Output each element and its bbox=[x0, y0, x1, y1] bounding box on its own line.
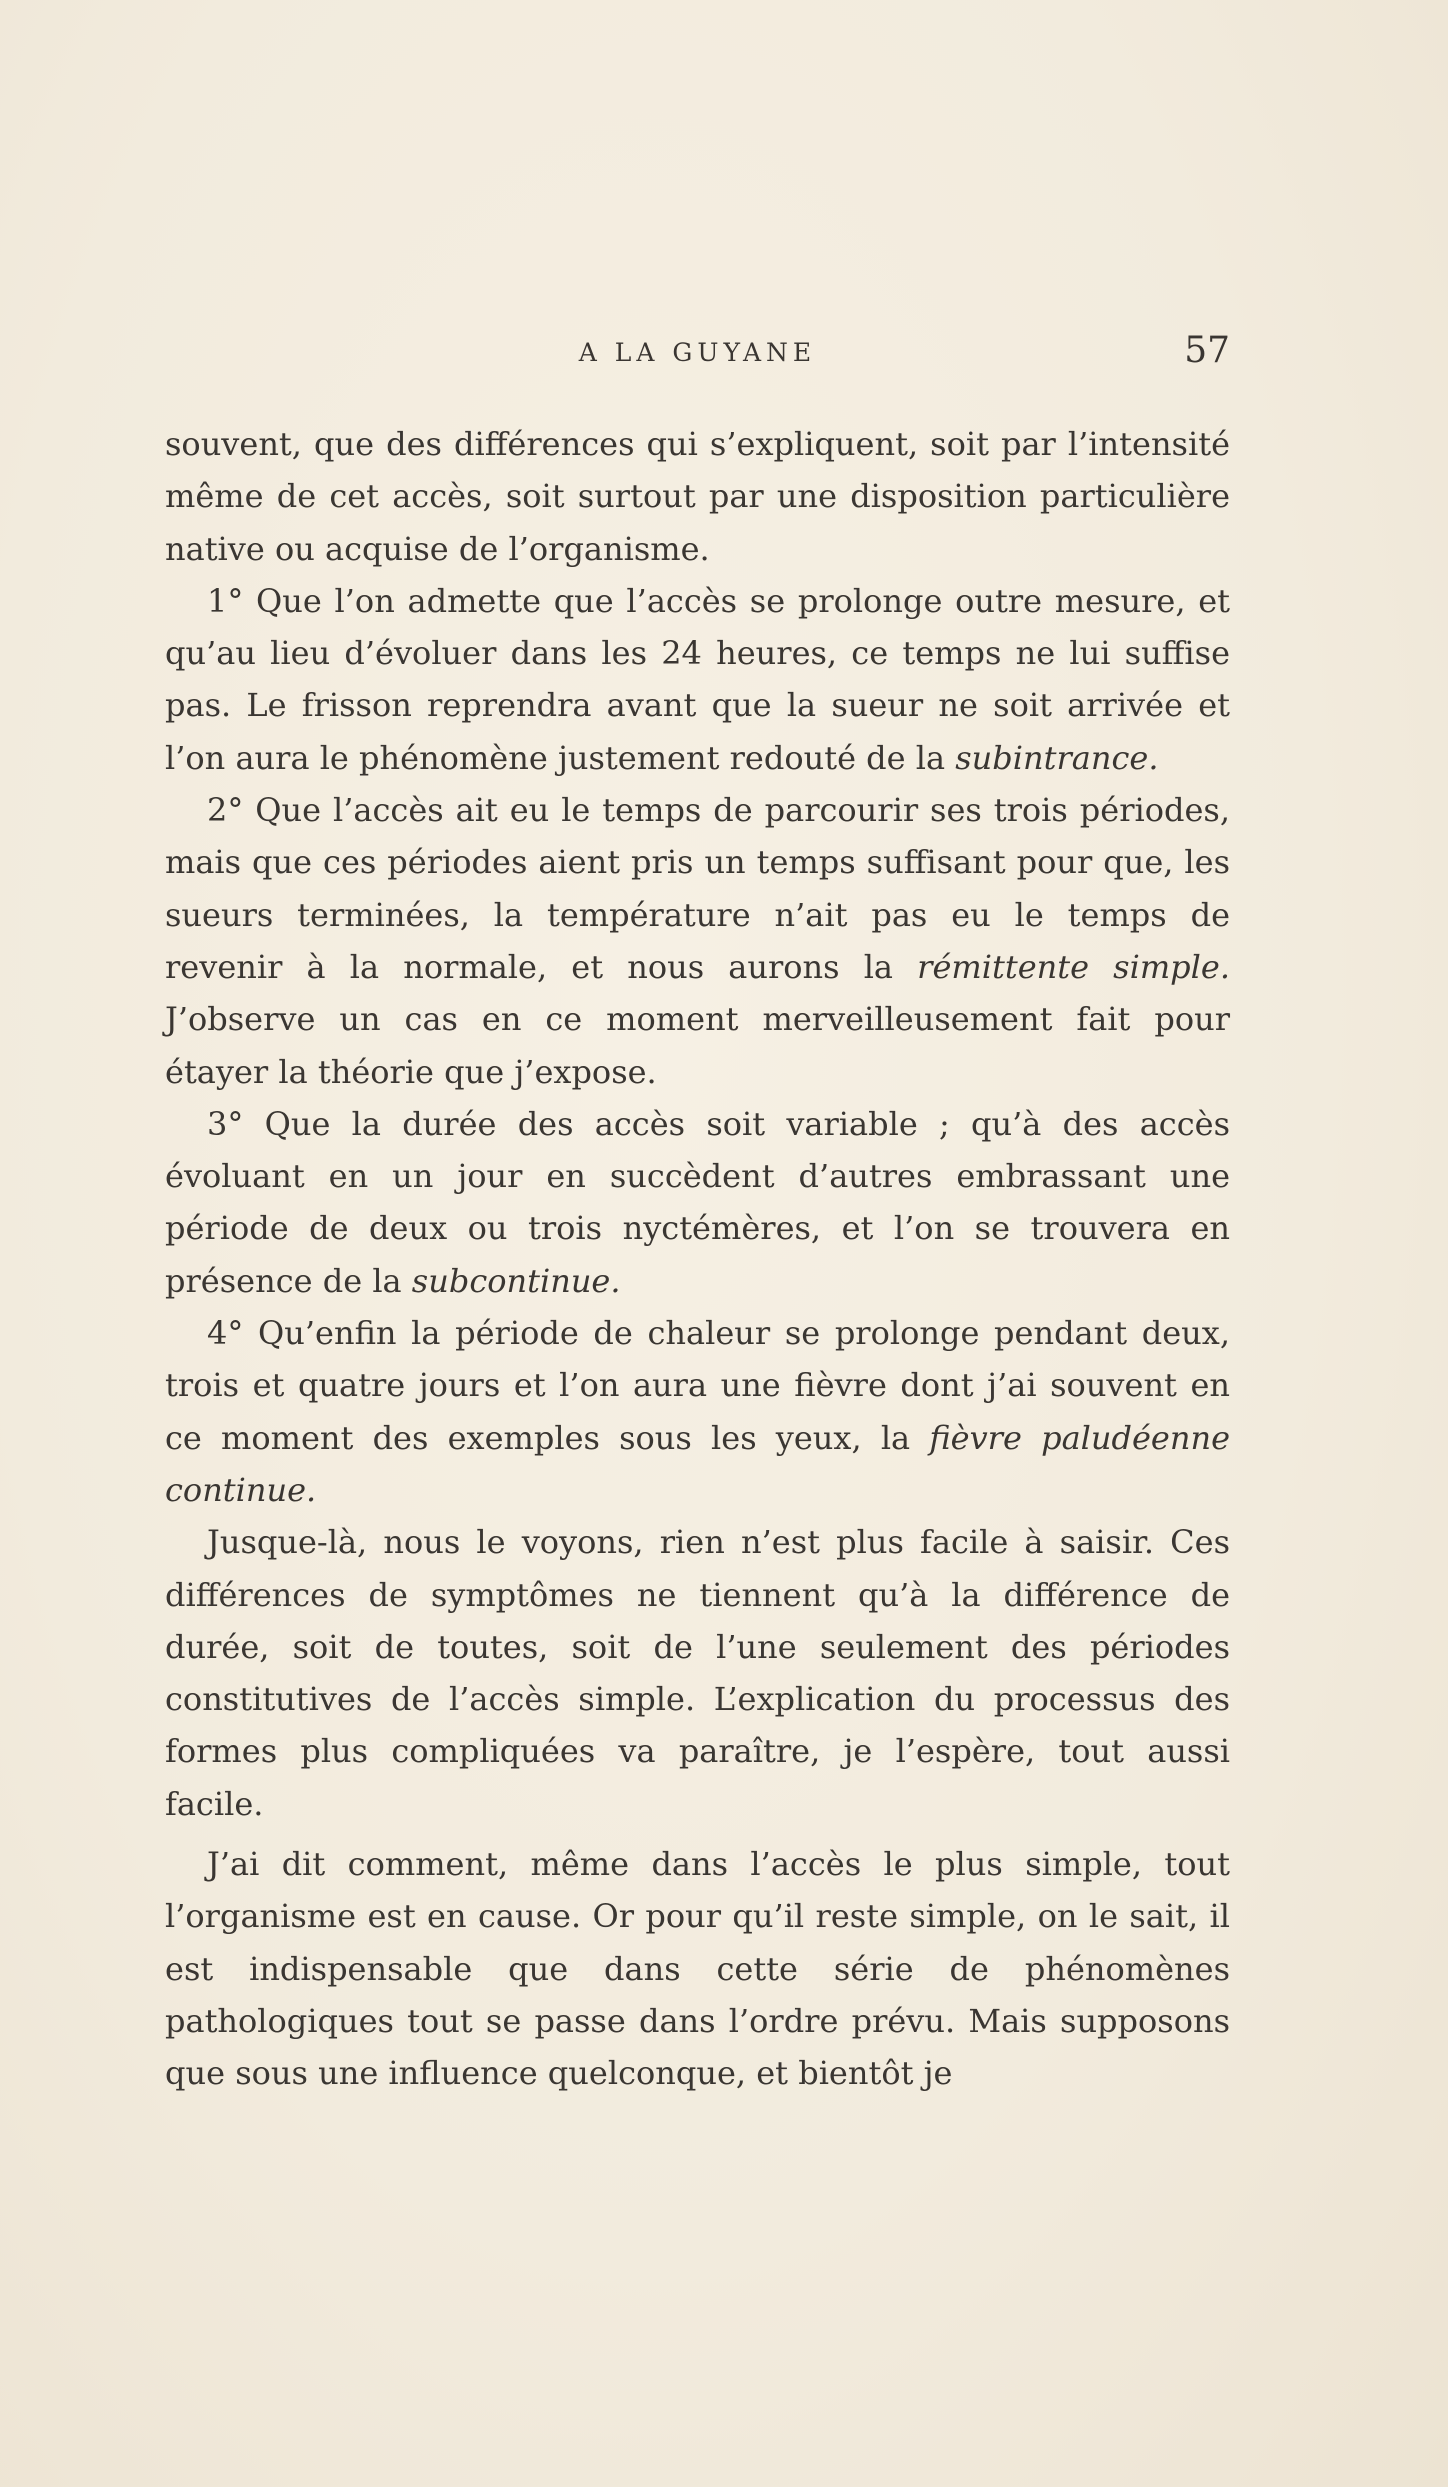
page-header bbox=[165, 330, 1230, 382]
running-title: A LA GUYANE bbox=[578, 338, 817, 367]
paragraph bbox=[165, 575, 1230, 784]
text-segment: 3° Que la durée des accès soit variable ; qu’à des accès évoluant en un jour en succèdent d’autres embrassant une période de deux ou trois nyctémères, et l’on se trouvera en présence de la bbox=[165, 1104, 1230, 1300]
text-segment: 4° Qu’enfin la période de chaleur se prolonge pendant deux, trois et quatre jours et l’on aura une fièvre dont j’ai souvent en ce moment des exemples sous les yeux, la bbox=[165, 1314, 1230, 1457]
text-segment: 1° Que l’on admette que l’accès se prolonge outre mesure, et qu’au lieu d’évoluer dans les 24 heures, ce temps ne lui suffise pas. Le frisson reprendra avant que la sueur ne soit arrivée et l’on aura le phénomène justement redouté de la bbox=[165, 581, 1230, 777]
text-segment: souvent, que des différences qui s’expliquent, soit par l’intensité même de cet accès, soit surtout par une disposition particulière native ou acquise de l’organisme. bbox=[165, 425, 1230, 568]
text-segment: 2° Que l’accès ait eu le temps de parcourir ses trois périodes, mais que ces périodes aient pris un temps suffisant pour que, les sueurs terminées, la température n’ait pas eu le temps de revenir à la normale, et nous aurons la bbox=[165, 791, 1230, 986]
paragraph bbox=[165, 784, 1230, 1098]
page-number: 57 bbox=[1184, 330, 1230, 371]
text-segment: J’observe un cas en ce moment merveilleusement fait pour étayer la théorie que j’expose. bbox=[165, 1000, 1230, 1091]
text-segment: J’ai dit comment, même dans l’accès le plus simple, tout l’organisme est en cause. Or pour qu’il reste simple, on le sait, il est indispensable que dans cette série de phénomènes pathologiques tout se passe dans l’ordre prévu. Mais supposons que sous une influence quelconque, et bientôt je bbox=[165, 1845, 1230, 2093]
italic-term: subcontinue. bbox=[411, 1261, 621, 1300]
paragraph bbox=[165, 1307, 1230, 1516]
body-text bbox=[165, 418, 1230, 2100]
paragraph bbox=[165, 1098, 1230, 1307]
italic-term: subintrance. bbox=[955, 738, 1159, 777]
italic-term: rémittente simple. bbox=[917, 947, 1231, 986]
paragraph bbox=[165, 1838, 1230, 2099]
text-segment: Jusque-là, nous le voyons, rien n’est plus facile à saisir. Ces différences de symptômes ne tiennent qu’à la différence de durée, soit de toutes, soit de l’une seulement des périodes constitutives de l’accès simple. L’explication du processus des formes plus compliquées va paraître, je l’espère, tout aussi facile. bbox=[165, 1523, 1230, 1823]
paragraph bbox=[165, 1516, 1230, 1830]
italic-term: fièvre paludéenne continue. bbox=[165, 1418, 1231, 1509]
paragraph bbox=[165, 418, 1230, 575]
